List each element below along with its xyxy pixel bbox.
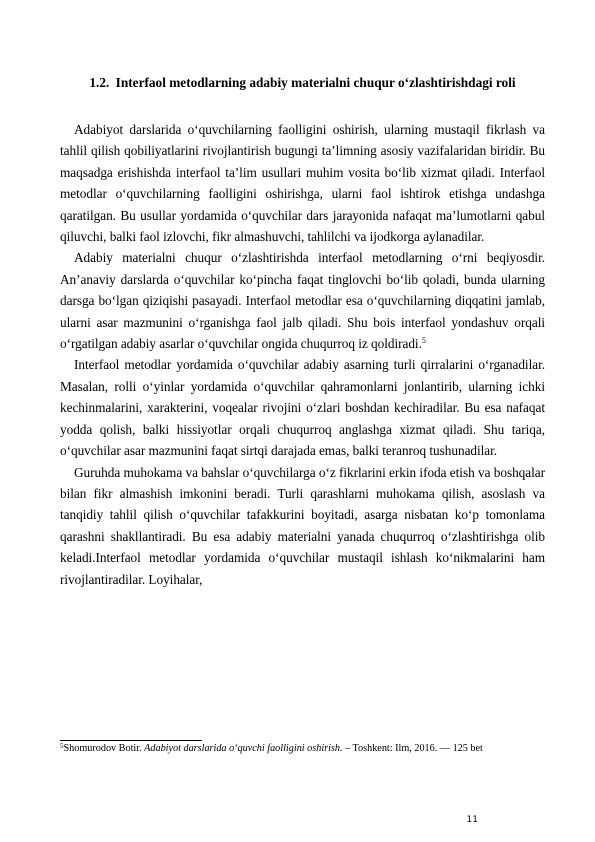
footnote-details: – Toshkent: Ilm, 2016. — 125 bet	[345, 743, 483, 754]
paragraph	[60, 247, 545, 354]
footnote-author: Shomurodov Botir.	[63, 743, 142, 754]
paragraph-text: Adabiyot darslarida o‘quvchilarning faolligini oshirish, ularning mustaqil fikrlash va tahlil qilish qobiliyatlarini rivojlantirish bugungi ta’limning asosiy vazifalaridan biridir. Bu maqsadga erishishda interfaol ta’lim usullari muhim vosita bo‘lib xizmat qiladi. Interfaol metodlar o‘quvchilarning faolligini oshirishga, ularni faol ishtirok etishga undashga qaratilgan. Bu usullar yordamida o‘quvchilar dars jarayonida nafaqat ma’lumotlarni qabul qiluvchi, balki faol izlovchi, fikr almashuvchi, tahlilchi va ijodkorga aylanadilar.	[60, 122, 545, 245]
body-text	[60, 119, 545, 590]
paragraph	[60, 354, 545, 461]
paragraph-text: Guruhda muhokama va bahslar o‘quvchilarga o‘z fikrlarini erkin ifoda etish va boshqalar bilan fikr almashish imkonini beradi. Turli qarashlarni muhokama qilish, asoslash va tanqidiy tahlil qilish o‘quvchilar tafakkurini boyitadi, asarga nisbatan ko‘p tomonlama qarashni shakllantiradi. Bu esa adabiy materialni yanada chuqurroq o‘zlashtirishga olib keladi.Interfaol metodlar yordamida o‘quvchilar mustaqil ishlash ko‘nikmalarini ham rivojlantiradilar. Loyihalar,	[60, 464, 545, 587]
paragraph	[60, 119, 545, 247]
footnote-divider	[60, 740, 202, 741]
paragraph	[60, 462, 545, 590]
section-title: Interfaol metodlarning adabiy materialni chuqur o‘zlashtirishdagi roli	[115, 75, 516, 90]
paragraph-text: Interfaol metodlar yordamida o‘quvchilar adabiy asarning turli qirralarini o‘rganadilar. Masalan, rolli o‘yinlar yordamida o‘quvchilar qahramonlarni jonlantirib, ularning ichki kechinmalarini, xarakterini, voqealar rivojini o‘zlari boshdan kechiradilar. Bu esa nafaqat yodda qolish, balki hissiyotlar orqali chuqurroq anglashga xizmat qiladi. Shu tariqa, o‘quvchilar asar mazmunini faqat sirtqi darajada emas, balki teranroq tushunadilar.	[60, 357, 545, 459]
footnote-title: Adabiyot darslarida o‘quvchi faolligini oshirish.	[144, 743, 343, 754]
footnote-marker: 5	[60, 742, 64, 750]
footnote	[60, 742, 545, 756]
footnote-reference[interactable]: 5	[421, 336, 426, 346]
paragraph-text: Adabiy materialni chuqur o‘zlashtirishda interfaol metodlarning o‘rni beqiyosdir. An’anaviy darslarda o‘quvchilar ko‘pincha faqat tinglovchi bo‘lib qoladi, bunda ularning darsga bo‘lgan qiziqishi pasayadi. Interfaol metodlar esa o‘quvchilarning diqqatini jamlab, ularni asar mazmunini o‘rganishga faol jalb qiladi. Shu bois interfaol yondashuv orqali o‘rgatilgan adabiy asarlar o‘quvchilar ongida chuqurroq iz qoldiradi.	[60, 250, 545, 352]
section-number: 1.2.	[89, 75, 110, 90]
section-heading	[60, 72, 545, 94]
page-number: 11	[466, 815, 478, 825]
